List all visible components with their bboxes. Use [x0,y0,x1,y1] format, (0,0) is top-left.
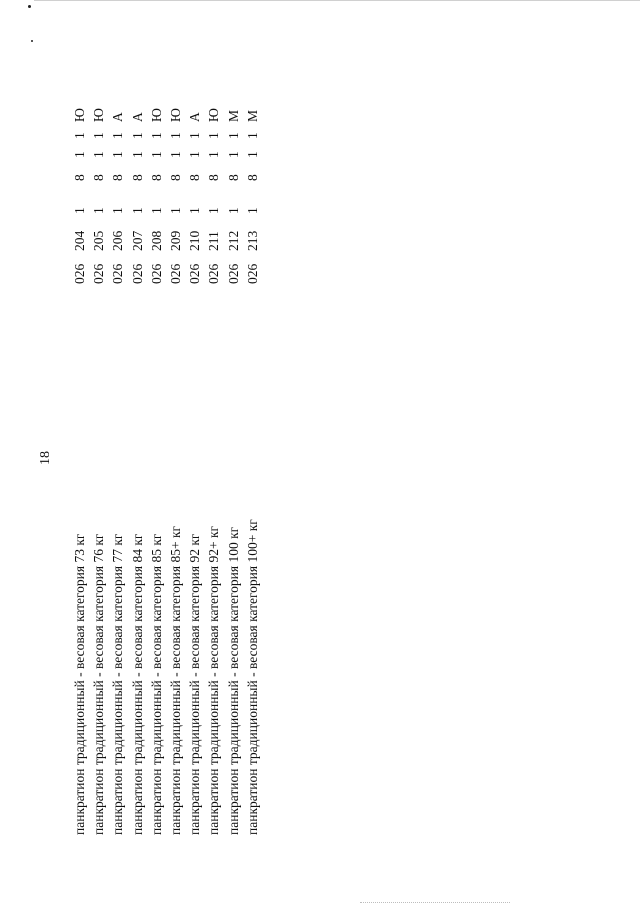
code-digit: 1 [244,151,260,158]
code-digit: 8 [187,174,203,181]
code-digit: 1 [206,207,222,214]
discipline-number: 211 [206,231,222,251]
sport-code: 026 [187,263,203,284]
category-letter: А [187,112,203,122]
code-digit: 1 [148,207,164,214]
code-digit: 1 [167,132,183,139]
code-digit: 1 [206,151,222,158]
code-digit: 1 [110,207,126,214]
list-item [243,0,262,905]
category-letter: М [244,109,260,122]
discipline-number: 213 [244,230,260,251]
discipline-number: 209 [167,230,183,251]
list-item [204,0,223,905]
code-digit: 8 [225,174,241,181]
sport-code: 026 [225,263,241,284]
discipline-name: панкратион традиционный - весовая категория 77 кг [110,533,126,835]
code-digit: 1 [244,132,260,139]
category-letter: Ю [148,108,164,122]
list-item [70,0,89,905]
discipline-number: 206 [110,230,126,251]
sport-code: 026 [110,263,126,284]
discipline-name: панкратион традиционный - весовая категория 92 кг [187,533,203,835]
code-digit: 8 [148,174,164,181]
category-letter: Ю [72,108,87,122]
code-digit: 1 [91,207,107,214]
discipline-number: 212 [225,230,241,251]
code-digit: 1 [187,151,203,158]
code-digit: 1 [91,132,107,139]
code-digit: 1 [225,132,241,139]
category-letter: М [225,109,241,122]
code-digit: 1 [148,132,164,139]
discipline-name: панкратион традиционный - весовая категория 100 кг [225,526,241,835]
discipline-number: 210 [187,230,203,251]
code-digit: 1 [110,151,126,158]
code-digit: 8 [244,174,260,181]
code-digit: 1 [187,132,203,139]
discipline-number: 204 [72,230,87,251]
code-digit: 1 [129,151,145,158]
code-digit: 1 [167,151,183,158]
code-digit: 8 [167,174,183,181]
sport-code: 026 [72,263,87,284]
discipline-name: панкратион традиционный - весовая категория 100+ кг [244,519,260,835]
code-digit: 8 [72,174,87,181]
code-digit: 8 [110,174,126,181]
sport-code: 026 [167,263,183,284]
code-digit: 1 [187,207,203,214]
discipline-name: панкратион традиционный - весовая категория 85 кг [148,533,164,835]
discipline-name: панкратион традиционный - весовая категория 84 кг [129,533,145,835]
list-item [128,0,147,905]
category-letter: Ю [91,108,107,122]
sport-code: 026 [91,263,107,284]
code-digit: 1 [225,207,241,214]
discipline-name: панкратион традиционный - весовая категория 92+ кг [206,525,222,835]
discipline-name: панкратион традиционный - весовая категория 76 кг [91,533,107,835]
sport-code: 026 [244,263,260,284]
code-digit: 8 [129,174,145,181]
category-letter: Ю [167,108,183,122]
code-digit: 1 [110,132,126,139]
list-item [185,0,204,905]
code-digit: 1 [225,151,241,158]
code-digit: 1 [91,151,107,158]
list-item [108,0,127,905]
sport-code: 026 [206,263,222,284]
list-item [147,0,166,905]
page-number: 18 [38,451,53,465]
discipline-number: 207 [129,230,145,251]
discipline-name: панкратион традиционный - весовая категория 85+ кг [167,525,183,835]
code-digit: 1 [72,132,87,139]
code-digit: 1 [129,132,145,139]
code-digit: 8 [91,174,107,181]
category-letter: А [129,112,145,122]
code-digit: 1 [148,151,164,158]
code-digit: 1 [244,207,260,214]
code-digit: 1 [167,207,183,214]
code-digit: 1 [206,132,222,139]
discipline-number: 208 [148,230,164,251]
list-item [224,0,243,905]
list-item [89,0,108,905]
sport-code: 026 [148,263,164,284]
code-digit: 1 [72,207,87,214]
code-digit: 1 [129,207,145,214]
code-digit: 1 [72,151,87,158]
list-item [166,0,185,905]
category-letter: Ю [206,108,222,122]
sports-disciplines-list [70,0,262,905]
sport-code: 026 [129,263,145,284]
category-letter: А [110,112,126,122]
discipline-number: 205 [91,230,107,251]
code-digit: 8 [206,174,222,181]
discipline-name: панкратион традиционный - весовая категория 73 кг [72,533,87,835]
